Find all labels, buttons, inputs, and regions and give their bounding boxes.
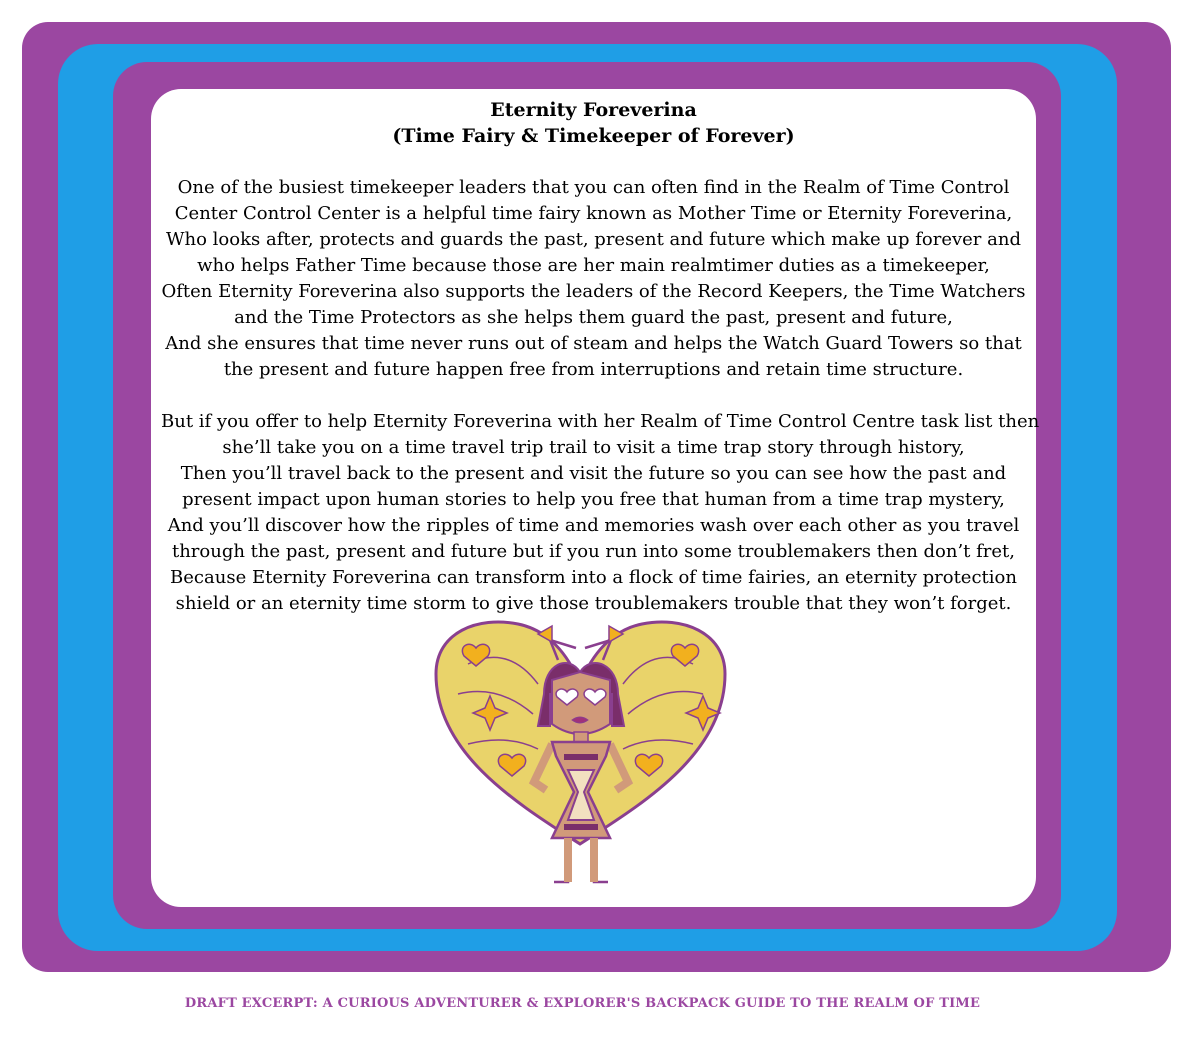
fairy-face (552, 672, 610, 734)
paragraph-line: Center Control Center is a helpful time fairy known as Mother Time or Eternity Foreverina, (174, 203, 1013, 224)
paragraph-line: through the past, present and future but if you run into some troublemakers then don’t fret, (171, 541, 1016, 562)
paragraph-line: Because Eternity Foreverina can transform into a flock of time fairies, an eternity protection (170, 567, 1017, 588)
content-page (151, 89, 1040, 907)
paragraph-line: present impact upon human stories to help you free that human from a time trap mystery, (182, 489, 1005, 510)
paragraph-line: And she ensures that time never runs out of steam and helps the Watch Guard Towers so that (165, 333, 1022, 354)
footer-caption: DRAFT EXCERPT: A CURIOUS ADVENTURER & EXPLORER'S BACKPACK GUIDE TO THE REALM OF TIME (184, 996, 981, 1011)
title-name: Eternity Foreverina (490, 99, 697, 121)
paragraph-line: she’ll take you on a time travel trip trail to visit a time trap story through history, (222, 437, 965, 458)
page-title (151, 97, 1036, 149)
paragraph-1 (161, 175, 1026, 383)
paragraph-line: Then you’ll travel back to the present and visit the future so you can see how the past and (180, 463, 1007, 484)
paragraph-line: Who looks after, protects and guards the past, present and future which make up forever and (166, 229, 1021, 250)
paragraph-line: who helps Father Time because those are her main realmtimer duties as a timekeeper, (197, 255, 990, 276)
paragraph-line: Often Eternity Foreverina also supports the leaders of the Record Keepers, the Time Watchers (161, 281, 1026, 302)
time-fairy-illustration (428, 614, 733, 899)
paragraph-2 (161, 409, 1040, 617)
title-subtitle: (Time Fairy & Timekeeper of Forever) (392, 125, 795, 147)
paragraph-line: shield or an eternity time storm to give those troublemakers trouble that they won’t forget. (175, 593, 1012, 614)
paragraph-line: the present and future happen free from interruptions and retain time structure. (223, 359, 964, 380)
paragraph-line: But if you offer to help Eternity Foreverina with her Realm of Time Control Centre task list then (161, 411, 1040, 432)
paragraph-line: One of the busiest timekeeper leaders that you can often find in the Realm of Time Control (177, 177, 1010, 198)
paragraph-line: And you’ll discover how the ripples of time and memories wash over each other as you travel (167, 515, 1020, 536)
paragraph-line: and the Time Protectors as she helps them guard the past, present and future, (234, 307, 953, 328)
